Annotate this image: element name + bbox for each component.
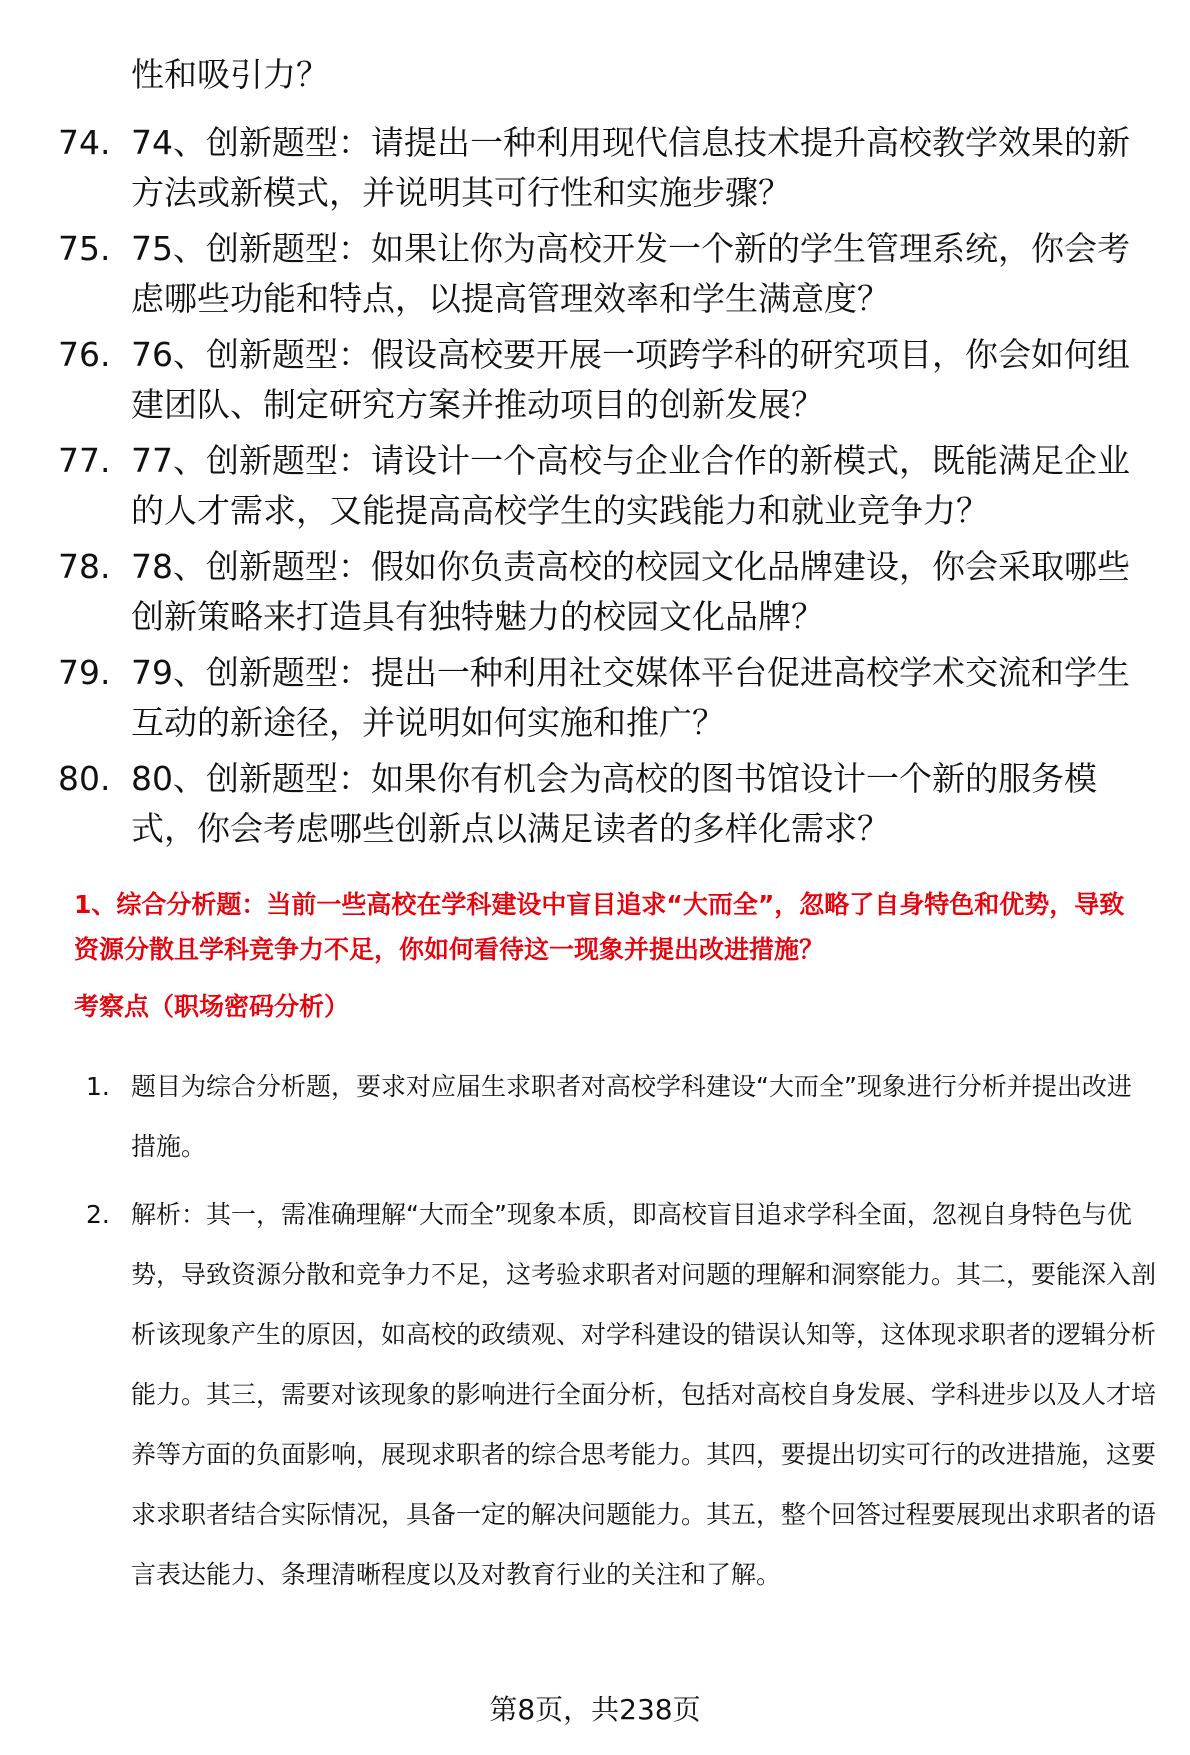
question-text: 76、创新题型：假设高校要开展一项跨学科的研究项目，你会如何组建团队、制定研究方案并推动项目的创新发展？ xyxy=(131,335,1130,424)
question-text: 77、创新题型：请设计一个高校与企业合作的新模式，既能满足企业的人才需求，又能提高高校学生的实践能力和就业竞争力？ xyxy=(131,441,1130,530)
question-item xyxy=(58,118,1158,224)
question-continuation: 性和吸引力？ xyxy=(131,55,329,94)
analysis-point-number: 1. xyxy=(86,1072,110,1101)
analysis-point-text: 题目为综合分析题，要求对应届生求职者对高校学科建设“大而全”现象进行分析并提出改进措施。 xyxy=(131,1072,1132,1161)
question-item xyxy=(58,542,1158,648)
question-number: 80. xyxy=(58,759,111,798)
question-item xyxy=(58,224,1158,330)
question-text: 78、创新题型：假如你负责高校的校园文化品牌建设，你会采取哪些创新策略来打造具有独特魅力的校园文化品牌？ xyxy=(131,547,1130,636)
analysis-point xyxy=(86,1185,1156,1605)
page-footer: 第8页，共238页 xyxy=(489,1693,701,1726)
question-number: 75. xyxy=(58,229,111,268)
analysis-points-list xyxy=(86,1057,1156,1605)
analysis-point-text: 解析：其一，需准确理解“大而全”现象本质，即高校盲目追求学科全面，忽视自身特色与优势，导致资源分散和竞争力不足，这考验求职者对问题的理解和洞察能力。其二，要能深入剖析该现象产生的原因，如高校的政绩观、对学科建设的错误认知等，这体现求职者的逻辑分析能力。其三，需要对该现象的影响进行全面分析，包括对高校自身发展、学科进步以及人才培养等方面的负面影响，展现求职者的综合思考能力。其四，要提出切实可行的改进措施，这要求求职者结合实际情况，具备一定的解决问题能力。其五，整个回答过程要展现出求职者的语言表达能力、条理清晰程度以及对教育行业的关注和了解。 xyxy=(131,1200,1157,1589)
question-text: 74、创新题型：请提出一种利用现代信息技术提升高校教学效果的新方法或新模式，并说明其可行性和实施步骤？ xyxy=(131,123,1130,212)
analysis-question-title: 1、综合分析题：当前一些高校在学科建设中盲目追求“大而全”，忽略了自身特色和优势，导致资源分散且学科竞争力不足，你如何看待这一现象并提出改进措施？ xyxy=(74,890,1125,964)
question-number: 79. xyxy=(58,653,111,692)
analysis-point xyxy=(86,1057,1156,1177)
question-number: 74. xyxy=(58,123,111,162)
analysis-point-number: 2. xyxy=(86,1200,110,1229)
question-item xyxy=(58,648,1158,754)
question-item xyxy=(58,436,1158,542)
question-number: 77. xyxy=(58,441,111,480)
question-text: 79、创新题型：提出一种利用社交媒体平台促进高校学术交流和学生互动的新途径，并说明如何实施和推广？ xyxy=(131,653,1130,742)
question-list xyxy=(58,118,1158,860)
question-item xyxy=(58,754,1158,860)
question-item xyxy=(58,330,1158,436)
question-number: 76. xyxy=(58,335,111,374)
question-text: 75、创新题型：如果让你为高校开发一个新的学生管理系统，你会考虑哪些功能和特点，以提高管理效率和学生满意度？ xyxy=(131,229,1130,318)
question-text: 80、创新题型：如果你有机会为高校的图书馆设计一个新的服务模式，你会考虑哪些创新点以满足读者的多样化需求？ xyxy=(131,759,1097,848)
question-number: 78. xyxy=(58,547,111,586)
examination-points-label: 考察点（职场密码分析） xyxy=(74,992,350,1021)
